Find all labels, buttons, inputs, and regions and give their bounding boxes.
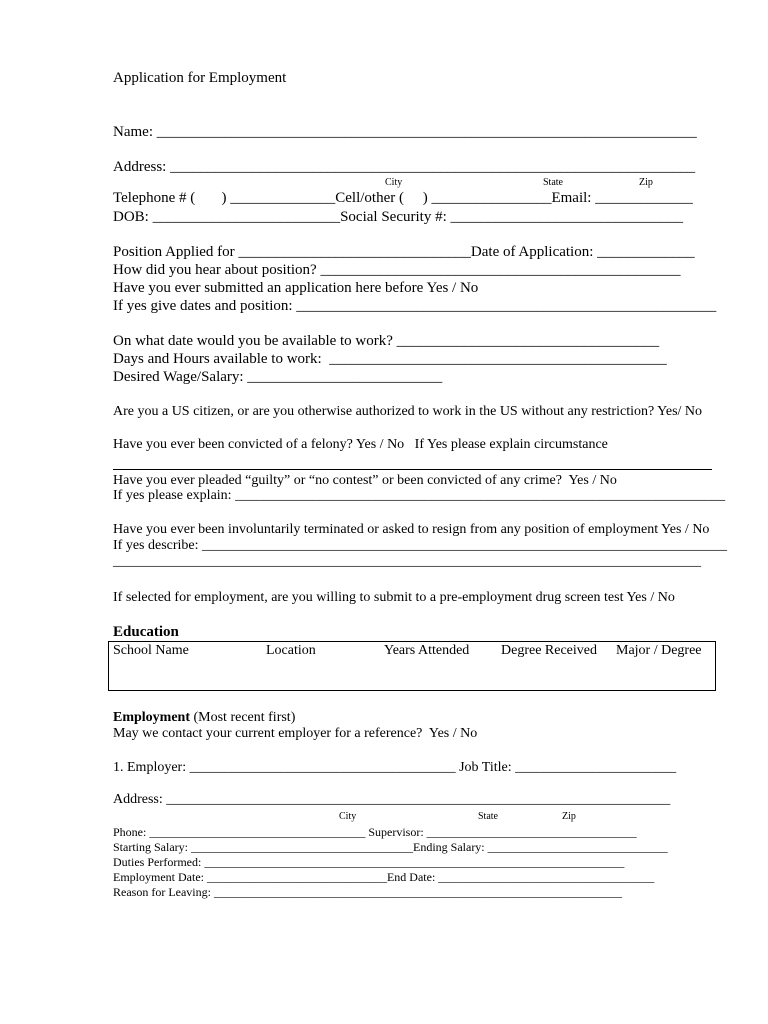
employment-heading-line [113,711,295,725]
drug-screen-question[interactable]: If selected for employment, are you willing to submit to a pre-employment drug screen test Yes / No [113,590,675,605]
position-applied-field[interactable]: Position Applied for _______________________________Date of Application: _____________ [113,244,695,260]
employer-zip-label: Zip [562,811,576,822]
how-heard-field[interactable]: How did you hear about position? ________________________________________________ [113,262,681,278]
employer-address-field[interactable]: Address: ________________________________________________________________________ [113,792,671,807]
available-date-field[interactable]: On what date would you be available to work? ___________________________________ [113,333,660,349]
salary-field[interactable]: Starting Salary: _____________________________________Ending Salary: ______________________________ [113,840,668,854]
education-col-years: Years Attended [384,643,470,658]
guilty-question[interactable]: Have you ever pleaded “guilty” or “no contest” or been convicted of any crime? Yes / No [113,473,617,488]
address-state-label: State [543,177,563,188]
employer-city-label: City [339,811,357,822]
terminated-describe-field[interactable]: If yes describe: ___________________________________________________________________________ [113,538,728,553]
felony-question[interactable]: Have you ever been convicted of a felony? Yes / No If Yes please explain circumstance [113,437,608,452]
reason-leaving-field[interactable]: Reason for Leaving: ____________________________________________________________________ [113,885,622,899]
employment-dates-field[interactable]: Employment Date: ______________________________End Date: ____________________________________ [113,870,655,884]
employment-heading: Employment [113,710,190,725]
terminated-describe-line[interactable]: ____________________________________________________________________________________ [113,554,701,569]
name-field[interactable]: Name: ________________________________________________________________________ [113,124,697,140]
education-col-degree: Degree Received [501,643,597,658]
citizen-question[interactable]: Are you a US citizen, or are you otherwise authorized to work in the US without any restriction? Yes/ No [113,404,703,419]
address-city-label: City [385,177,403,188]
phone-supervisor-field[interactable]: Phone: ____________________________________ Supervisor: ___________________________________ [113,825,637,839]
felony-explain-line[interactable] [113,469,712,470]
employment-heading-note: (Most recent first) [190,710,296,725]
employer-field[interactable]: 1. Employer: ______________________________________ Job Title: _______________________ [113,760,677,775]
terminated-question[interactable]: Have you ever been involuntarily terminated or asked to resign from any position of employment Yes / No [113,522,710,537]
education-col-location: Location [266,643,316,658]
days-hours-field[interactable]: Days and Hours available to work: _____________________________________________ [113,351,667,367]
education-col-school: School Name [113,643,189,658]
dob-ssn-field[interactable]: DOB: _________________________Social Security #: _______________________________ [113,209,683,225]
employer-state-label: State [478,811,498,822]
guilty-explain-field[interactable]: If yes please explain: ______________________________________________________________________ [113,488,726,503]
contact-employer-question[interactable]: May we contact your current employer for a reference? Yes / No [113,726,478,741]
address-zip-label: Zip [639,177,653,188]
page-title: Application for Employment [113,70,287,86]
desired-wage-field[interactable]: Desired Wage/Salary: __________________________ [113,369,443,385]
duties-field[interactable]: Duties Performed: ______________________________________________________________________ [113,855,625,869]
address-field[interactable]: Address: ______________________________________________________________________ [113,159,696,175]
education-heading: Education [113,624,179,640]
submitted-before-question[interactable]: Have you ever submitted an application here before Yes / No [113,280,479,296]
education-col-major: Major / Degree [616,643,702,658]
submitted-details-field[interactable]: If yes give dates and position: ________________________________________________________ [113,298,717,314]
telephone-field[interactable]: Telephone # ( ) ______________Cell/other ( ) ________________Email: _____________ [113,190,693,206]
